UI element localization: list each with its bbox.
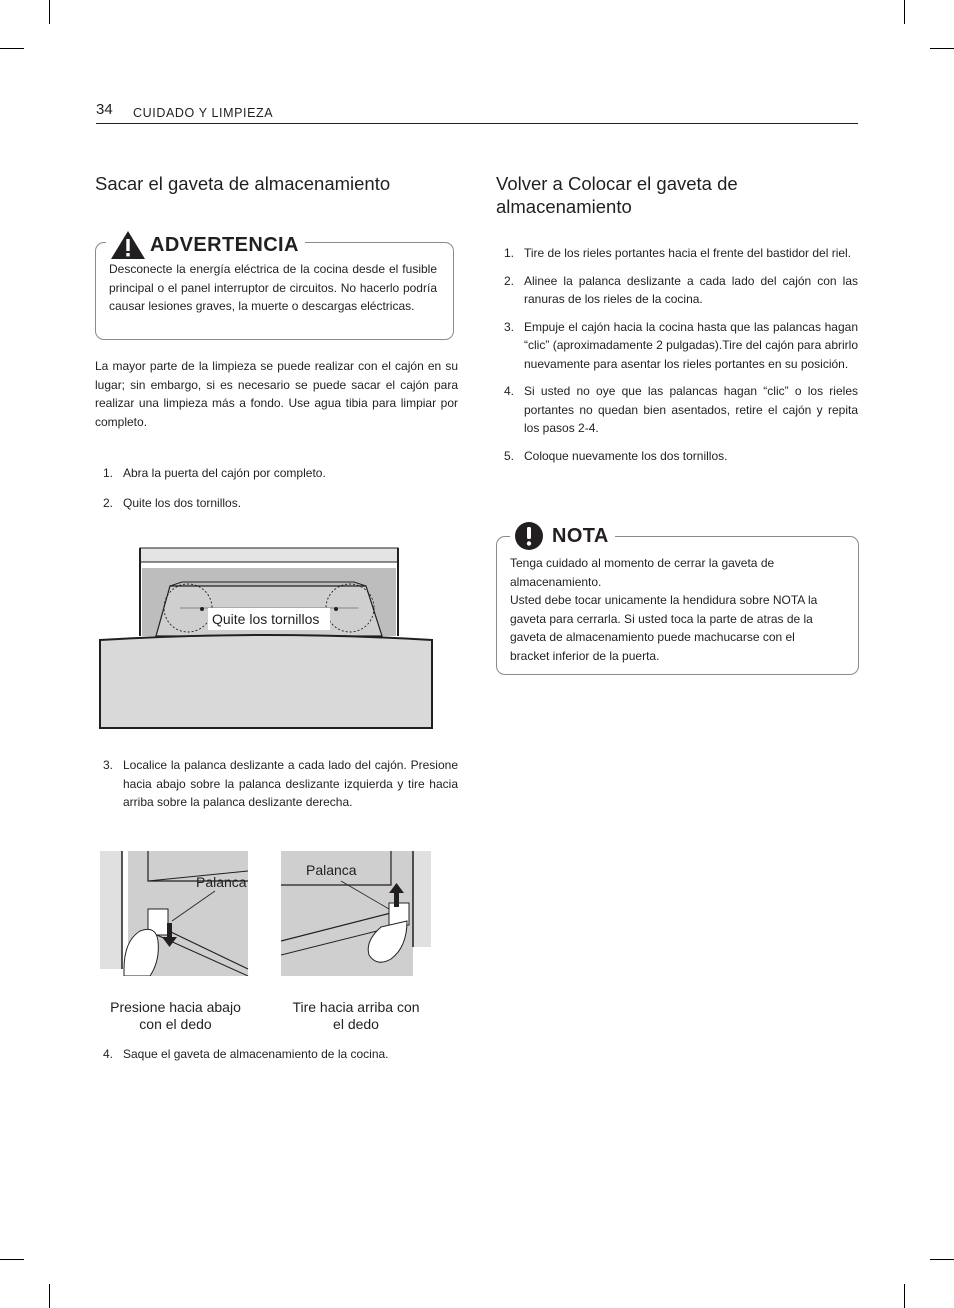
crop-mark bbox=[49, 1284, 50, 1308]
list-item: 4. Si usted no oye que las palancas hagan “clic” o los rieles portantes no quedan bien asentados, retire el cajón y repita los pasos 2-4. bbox=[504, 384, 858, 435]
crop-mark bbox=[0, 1259, 24, 1260]
list-item: 5. Coloque nuevamente los dos tornillos. bbox=[504, 448, 728, 463]
intro-paragraph: La mayor parte de la limpieza se puede realizar con el cajón en su lugar; sin embargo, si es necesario se puede sacar el cajón para realizar una limpieza más a fondo. Use agua tibia para limpiar por completo. bbox=[95, 359, 458, 429]
figure1-label: Quite los tornillos bbox=[212, 611, 320, 627]
caption-press-down: Presione hacia abajo con el dedo bbox=[110, 999, 241, 1032]
warning-header bbox=[106, 230, 305, 260]
steps-list-b bbox=[496, 244, 858, 465]
list-item: 2. Quite los dos tornillos. bbox=[103, 495, 242, 510]
crop-mark bbox=[0, 48, 24, 49]
screw bbox=[200, 607, 204, 611]
lever-press-down-illustration bbox=[100, 851, 250, 976]
list-item: 3. Localice la palanca deslizante a cada lado del cajón. Presione hacia abajo sobre la palanca deslizante izquierda y tire hacia arriba sobre la palanca deslizante derecha. bbox=[103, 758, 458, 809]
right-heading: Volver a Colocar el gaveta de almacenamiento bbox=[496, 173, 738, 217]
note-text-2: Usted debe tocar unicamente la hendidura sobre NOTA la gaveta para cerrarla. Si usted toca la parte de atras de la gaveta de almacenamiento puede machucarse con el bracket inferior de la puerta. bbox=[510, 593, 818, 663]
step-4 bbox=[95, 1045, 458, 1064]
lever-label-right: Palanca bbox=[306, 862, 357, 878]
left-heading: Sacar el gaveta de almacenamiento bbox=[95, 173, 391, 194]
screw bbox=[334, 607, 338, 611]
warning-label: ADVERTENCIA bbox=[150, 233, 299, 256]
list-item: 3. Empuje el cajón hacia la cocina hasta que las palancas hagan “clic” (aproximadamente 2 pulgadas).Tire del cajón para abrirlo nuevamente para asentar los rieles portantes en su posición. bbox=[504, 319, 858, 371]
crop-mark bbox=[904, 1284, 905, 1308]
crop-mark bbox=[49, 0, 50, 24]
steps-list-a bbox=[95, 464, 458, 512]
header-rule bbox=[96, 123, 858, 124]
warning-triangle-icon bbox=[110, 230, 146, 260]
step-3 bbox=[95, 756, 458, 812]
warning-text: Desconecte la energía eléctrica de la cocina desde el fusible principal o el panel interruptor de circuitos. No hacerlo podría causar lesiones graves, la muerte o descargas eléctricas. bbox=[109, 262, 437, 313]
crop-mark bbox=[930, 1259, 954, 1260]
list-item: 1. Tire de los rieles portantes hacia el frente del bastidor del riel. bbox=[504, 246, 852, 260]
section-title: CUIDADO Y LIMPIEZA bbox=[133, 106, 274, 120]
list-item: 1. Abra la puerta del cajón por completo. bbox=[103, 466, 326, 480]
page-number: 34 bbox=[96, 101, 113, 118]
drawer-screws-illustration bbox=[96, 546, 436, 732]
list-item: 4. Saque el gaveta de almacenamiento de la cocina. bbox=[103, 1047, 389, 1061]
lever-label-left: Palanca bbox=[196, 874, 247, 890]
list-item: 2. Alinee la palanca deslizante a cada lado del cajón con las ranuras de los rieles de la cocina. bbox=[504, 273, 858, 306]
crop-mark bbox=[904, 0, 905, 24]
note-label: NOTA bbox=[552, 524, 609, 547]
exclamation-circle-icon bbox=[514, 521, 544, 551]
crop-mark bbox=[930, 48, 954, 49]
note-header bbox=[510, 521, 615, 551]
note-text-1: Tenga cuidado al momento de cerrar la gaveta de almacenamiento. bbox=[510, 556, 775, 589]
caption-pull-up: Tire hacia arriba con el dedo bbox=[292, 999, 420, 1032]
